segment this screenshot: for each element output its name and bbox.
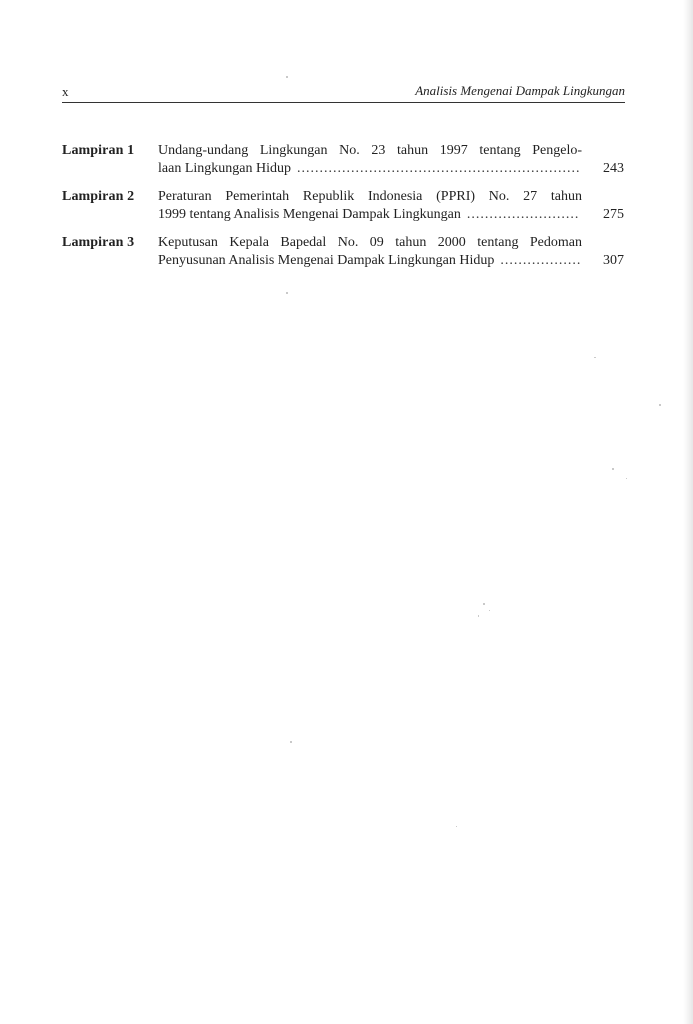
scan-speck [489, 610, 490, 611]
toc-entry-lampiran-1[interactable] [62, 142, 624, 178]
dot-leader [467, 206, 580, 224]
toc-entry-title-continuation: laan Lingkungan Hidup [158, 161, 291, 176]
toc-entry-title-line-2 [158, 206, 586, 224]
dot-leader [297, 160, 580, 178]
scan-speck [286, 292, 288, 294]
scan-speck [483, 603, 485, 605]
header-rule [62, 102, 625, 103]
scan-speck [594, 357, 596, 358]
toc-entry-page-number: 275 [603, 207, 624, 222]
table-of-contents [62, 142, 624, 280]
toc-entry-lampiran-2[interactable] [62, 188, 624, 224]
page-number: x [62, 84, 69, 99]
toc-entry-page-number: 243 [603, 161, 624, 176]
page-edge-shadow [683, 0, 693, 1024]
toc-entry-label: Lampiran 1 [62, 143, 135, 158]
toc-entry-title-line-2 [158, 160, 586, 178]
running-title: Analisis Mengenai Dampak Lingkungan [415, 83, 625, 98]
scan-speck [612, 468, 614, 470]
toc-entry-title-line-2 [158, 252, 586, 270]
toc-entry-title-continuation: 1999 tentang Analisis Mengenai Dampak Lingkungan [158, 207, 461, 222]
toc-entry-label: Lampiran 2 [62, 189, 135, 204]
scan-speck [659, 404, 661, 406]
scan-speck [456, 826, 457, 827]
toc-entry-title-continuation: Penyusunan Analisis Mengenai Dampak Lingkungan Hidup [158, 253, 495, 268]
running-header [62, 80, 625, 102]
toc-entry-lampiran-3[interactable] [62, 234, 624, 270]
toc-entry-title-line-1: Keputusan Kepala Bapedal No. 09 tahun 2000 tentang Pedoman [158, 235, 582, 250]
scan-speck [478, 615, 479, 617]
toc-entry-label: Lampiran 3 [62, 235, 135, 250]
toc-entry-title-line-1: Undang-undang Lingkungan No. 23 tahun 1997 tentang Pengelo- [158, 143, 582, 158]
toc-entry-title-line-1: Peraturan Pemerintah Republik Indonesia (PPRI) No. 27 tahun [158, 189, 582, 204]
scan-speck [626, 478, 627, 479]
scan-speck [286, 76, 288, 78]
toc-entry-page-number: 307 [603, 253, 624, 268]
dot-leader [500, 252, 580, 270]
scan-speck [290, 741, 292, 743]
